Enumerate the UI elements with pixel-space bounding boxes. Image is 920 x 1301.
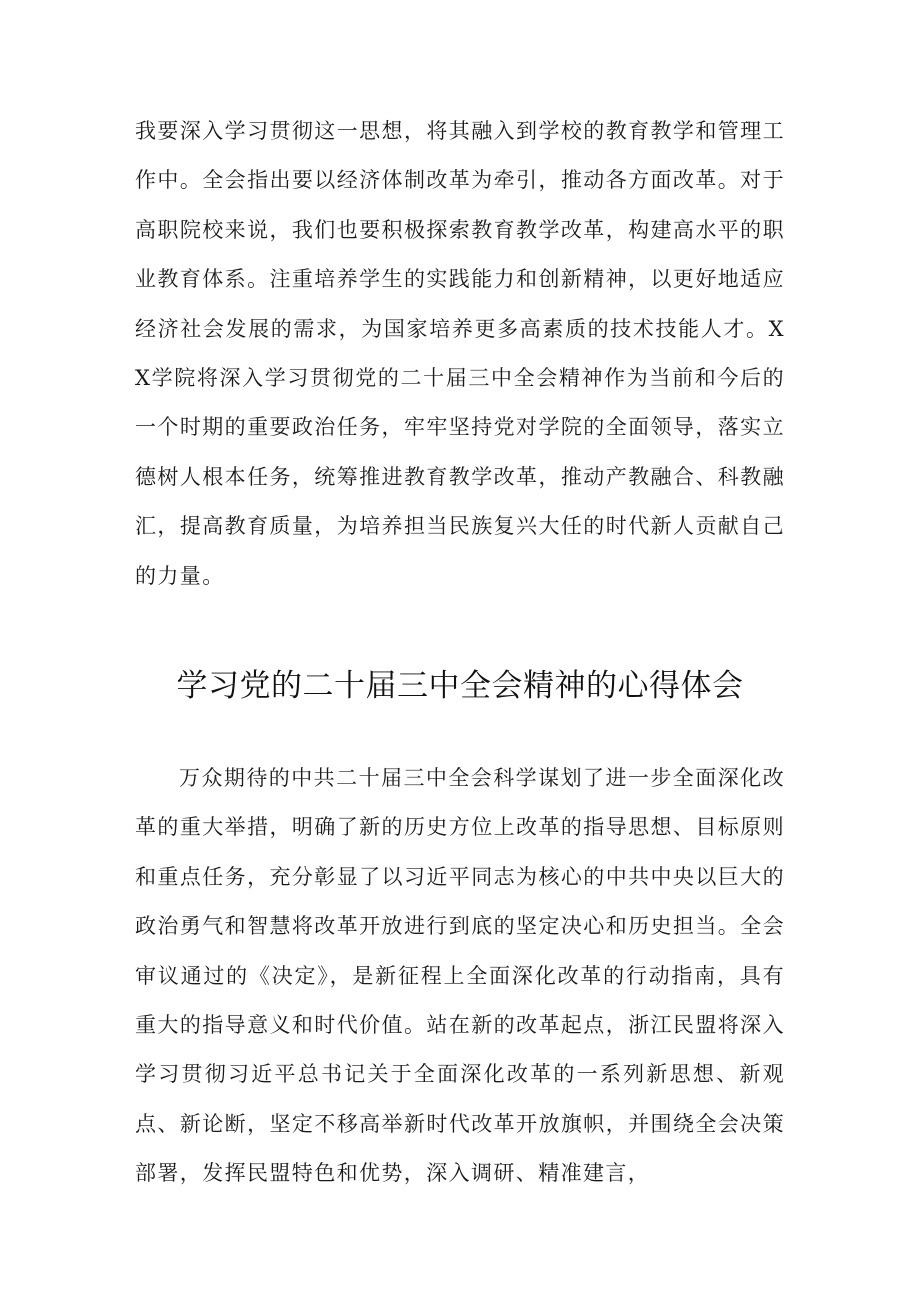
section-title: 学习党的二十届三中全会精神的心得体会 xyxy=(176,668,744,704)
body-paragraph-1: 我要深入学习贯彻这一思想，将其融入到学校的教育教学和管理工作中。全会指出要以经济体制改革为牵引，推动各方面改革。对于高职院校来说，我们也要积极探索教育教学改革，构建高水平的职业教育体系。注重培养学生的实践能力和创新精神，以更好地适应经济社会发展的需求，为国家培养更多高素质的技术技能人才。XX学院将深入学习贯彻党的二十届三中全会精神作为当前和今后的一个时期的重要政治任务，牢牢坚持党对学院的全面领导，落实立德树人根本任务，统筹推进教育教学改革，推动产教融合、科教融汇，提高教育质量，为培养担当民族复兴大任的时代新人贡献自己的力量。 xyxy=(135,119,785,588)
body-paragraph-2: 万众期待的中共二十届三中全会科学谋划了进一步全面深化改革的重大举措，明确了新的历史方位上改革的指导思想、目标原则和重点任务，充分彰显了以习近平同志为核心的中共中央以巨大的政治勇气和智慧将改革开放进行到底的坚定决心和历史担当。全会审议通过的《决定》，是新征程上全面深化改革的行动指南，具有重大的指导意义和时代价值。站在新的改革起点，浙江民盟将深入学习贯彻习近平总书记关于全面深化改革的一系列新思想、新观点、新论断，坚定不移高举新时代改革开放旗帜，并围绕全会决策部署，发挥民盟特色和优势，深入调研、精准建言， xyxy=(135,766,785,1186)
